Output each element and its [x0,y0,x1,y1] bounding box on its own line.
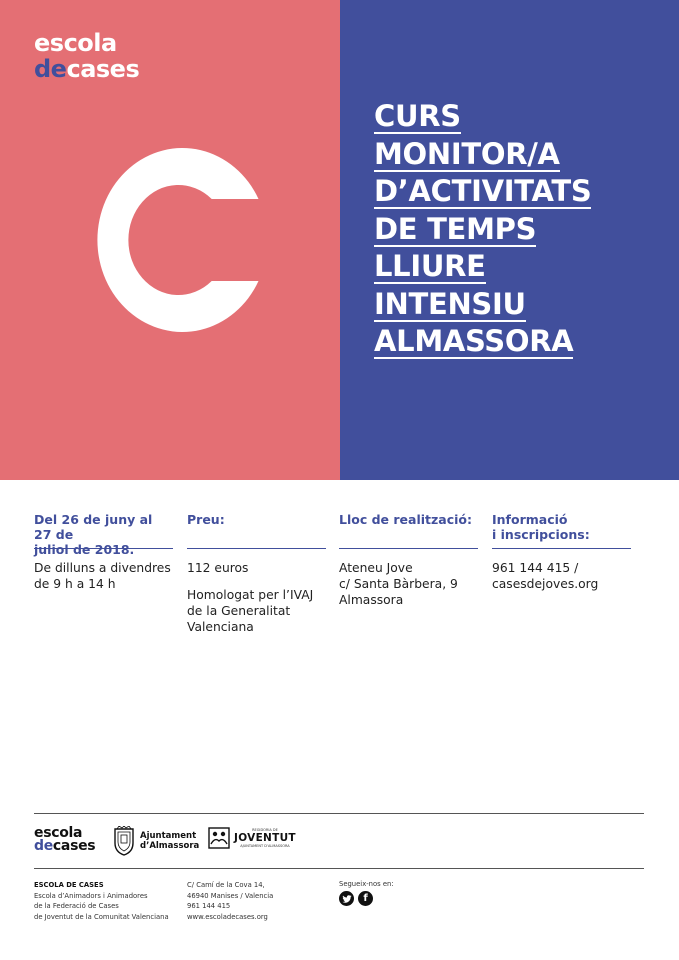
big-c-logo-icon [78,140,268,340]
column-text: 961 144 415 / casesdejoves.org [492,561,599,591]
footer-social: Segueix-nos en: f [339,880,394,904]
twitter-icon[interactable] [339,891,354,906]
info-column [34,512,173,592]
column-text: 112 euros [187,561,249,575]
info-column [339,512,478,608]
course-title [374,98,591,361]
joventut-people-icon [208,827,230,849]
title-line: CURS [374,99,461,133]
regidoria-joventut-logo: REGIDORIA DE JOVENTUT AJUNTAMENT D’ALMASSORA [208,827,296,849]
info-column [492,512,631,592]
title-line: MONITOR/A [374,136,560,171]
escola-de-cases-footer-logo: escola decases [34,825,96,854]
title-line: ALMASSORA [374,324,574,358]
title-line: D’ACTIVITATS [374,174,592,208]
column-heading: Del 26 de juny al 27 de juliol de 2018. [34,512,173,549]
escola-de-cases-logo: escola decases [34,29,140,83]
title-line: LLIURE [374,249,486,283]
facebook-icon[interactable]: f [358,891,373,906]
hero-left-panel [0,0,340,480]
column-text: Ateneu Jove c/ Santa Bàrbera, 9 Almassora [339,561,458,607]
ajuntament-almassora-logo: Ajuntament d’Almassora [113,826,199,856]
footer-address: C/ Camí de la Cova 14, 46940 Manises / Valencia 961 144 415 www.escoladecases.org [187,881,274,921]
title-line: INTENSIU [374,286,526,321]
footer-divider-bottom [34,868,644,869]
column-text: Homologat per l’IVAJ de la Generalitat Valenciana [187,588,314,634]
column-text: De dilluns a divendres de 9 h a 14 h [34,561,171,591]
footer-organization: ESCOLA DE CASES Escola d’Animadors i Animadores de la Federació de Cases de Joventut de la Comunitat Valenciana [34,881,169,921]
column-heading: Preu: [187,512,326,549]
column-heading: Lloc de realització: [339,512,478,549]
title-line: DE TEMPS [374,211,537,246]
footer-divider-top [34,813,644,814]
coat-of-arms-icon [113,826,135,856]
column-heading: Informació i inscripcions: [492,512,631,549]
info-column [187,512,326,635]
